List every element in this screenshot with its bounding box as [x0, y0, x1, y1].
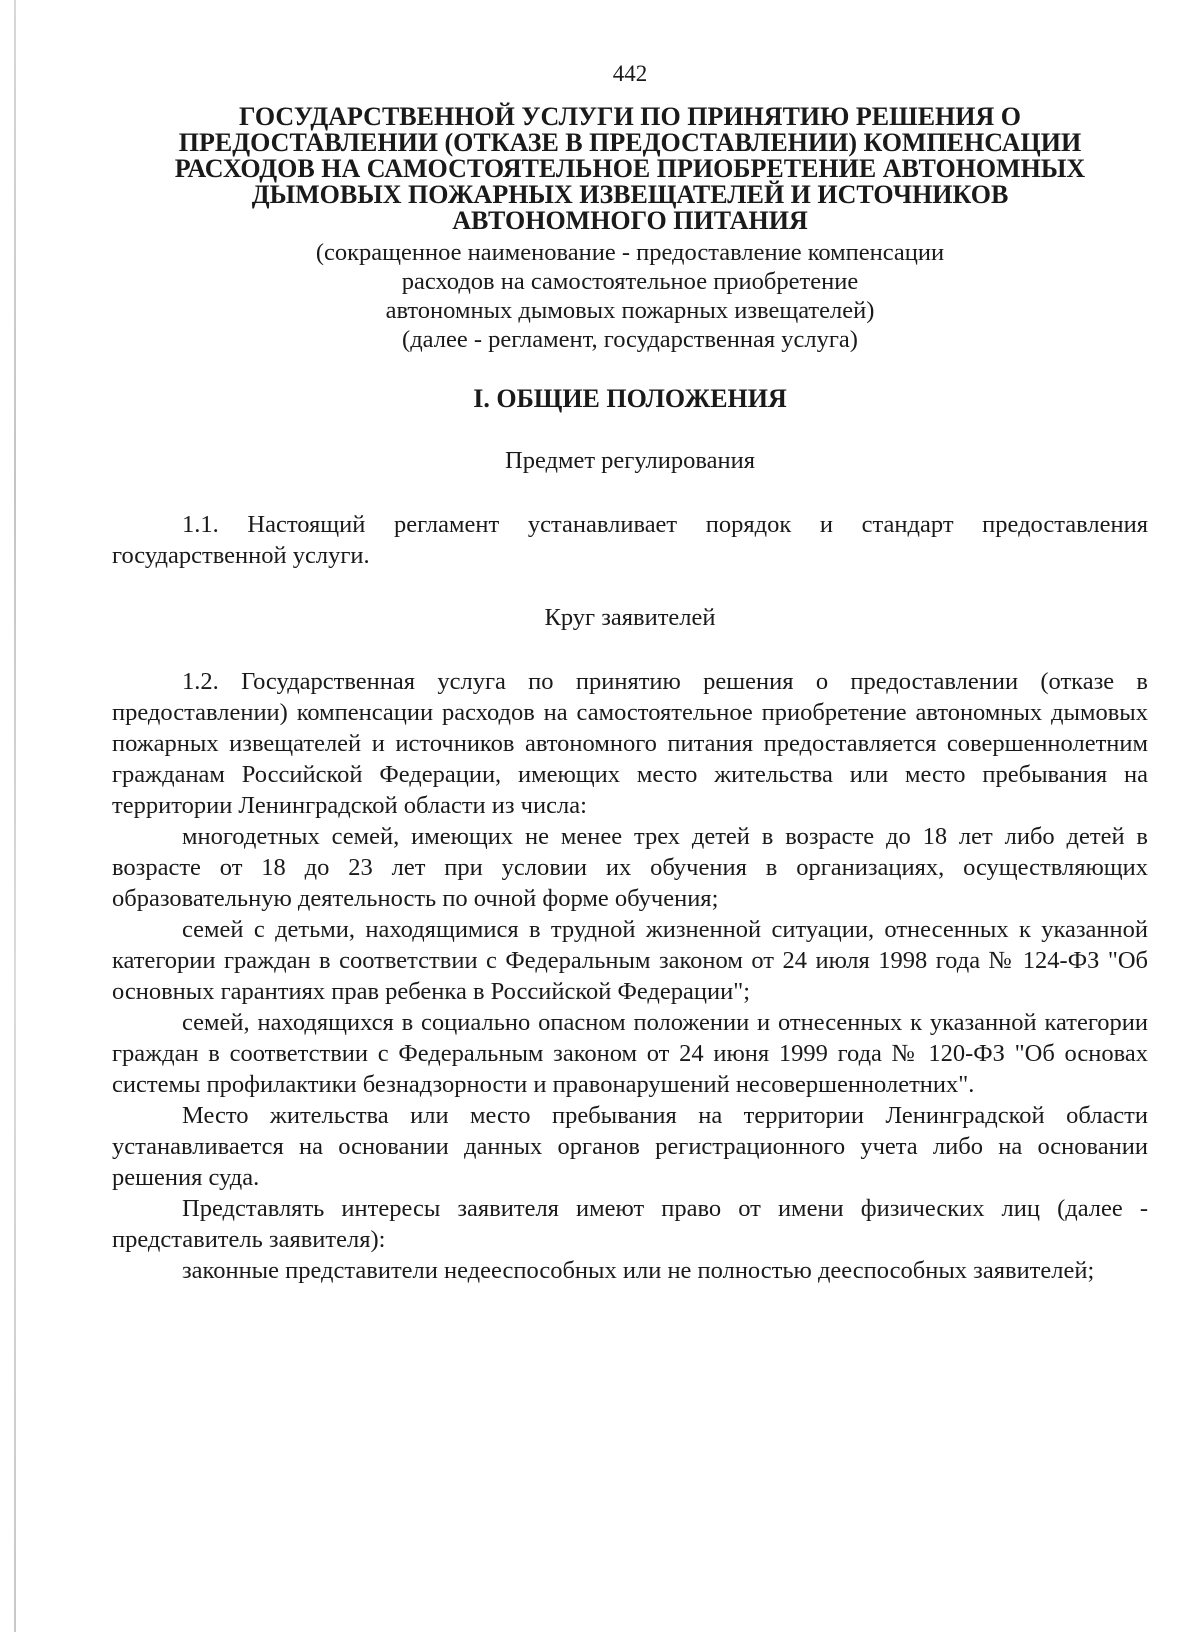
- section-heading: I. ОБЩИЕ ПОЛОЖЕНИЯ: [473, 384, 787, 413]
- paragraph-large-families: многодетных семей, имеющих не менее трех детей в возрасте до 18 лет либо детей в возрасте от 18 до 23 лет при условии их обучения в организациях, осуществляющих образовательную деятельность по очной форме обучения;: [112, 823, 1148, 912]
- title-line: АВТОНОМНОГО ПИТАНИЯ: [452, 206, 808, 235]
- paragraph-residence: Место жительства или место пребывания на территории Ленинградской области устанавливается на основании данных органов регистрационного учета либо на основании решения суда.: [112, 1102, 1148, 1191]
- title-line: ГОСУДАРСТВЕННОЙ УСЛУГИ ПО ПРИНЯТИЮ РЕШЕНИЯ О: [239, 102, 1021, 131]
- paragraph-legal-representatives: законные представители недееспособных или не полностью дееспособных заявителей;: [182, 1257, 1095, 1284]
- paragraph-representatives: Представлять интересы заявителя имеют право от имени физических лиц (далее - представитель заявителя):: [112, 1195, 1148, 1253]
- page-number: 442: [612, 61, 648, 86]
- paragraph-difficult-situation: семей с детьми, находящимися в трудной жизненной ситуации, отнесенных к указанной категории граждан в соответствии с Федеральным законом от 24 июля 1998 года № 124-ФЗ "Об основных гарантиях прав ребенка в Российской Федерации";: [112, 916, 1148, 1005]
- scan-edge-shadow: [14, 0, 16, 1632]
- paragraph-socially-dangerous: семей, находящихся в социально опасном положении и отнесенных к указанной категории граждан в соответствии с Федеральным законом от 24 июня 1999 года № 120-ФЗ "Об основах системы профилактики безнадзорности и правонарушений несовершеннолетних".: [112, 1009, 1148, 1098]
- short-name-line: (сокращенное наименование - предоставление компенсации: [315, 239, 945, 266]
- subsection-heading-subject: Предмет регулирования: [505, 447, 755, 474]
- short-name-line: расходов на самостоятельное приобретение: [401, 268, 859, 295]
- document-title: [112, 104, 1148, 234]
- subsection-heading-applicants: Круг заявителей: [544, 604, 716, 631]
- title-line: РАСХОДОВ НА САМОСТОЯТЕЛЬНОЕ ПРИОБРЕТЕНИЕ АВТОНОМНЫХ: [174, 154, 1086, 183]
- short-name-line: (далее - регламент, государственная услуга): [402, 326, 858, 353]
- short-name-line: автономных дымовых пожарных извещателей): [385, 297, 875, 324]
- short-name-block: [112, 238, 1148, 354]
- title-line: ПРЕДОСТАВЛЕНИИ (ОТКАЗЕ В ПРЕДОСТАВЛЕНИИ) КОМПЕНСАЦИИ: [178, 128, 1082, 157]
- document-page: [112, 60, 1148, 1286]
- title-line: ДЫМОВЫХ ПОЖАРНЫХ ИЗВЕЩАТЕЛЕЙ И ИСТОЧНИКОВ: [251, 180, 1009, 209]
- paragraph-1-2: 1.2. Государственная услуга по принятию решения о предоставлении (отказе в предоставлении) компенсации расходов на самостоятельное приобретение автономных дымовых пожарных извещателей и источников автономного питания предоставляется совершеннолетним гражданам Российской Федерации, имеющих место жительства или место пребывания на территории Ленинградской области из числа:: [112, 668, 1148, 819]
- paragraph-1-1: 1.1. Настоящий регламент устанавливает порядок и стандарт предоставления государственной услуги.: [112, 511, 1148, 569]
